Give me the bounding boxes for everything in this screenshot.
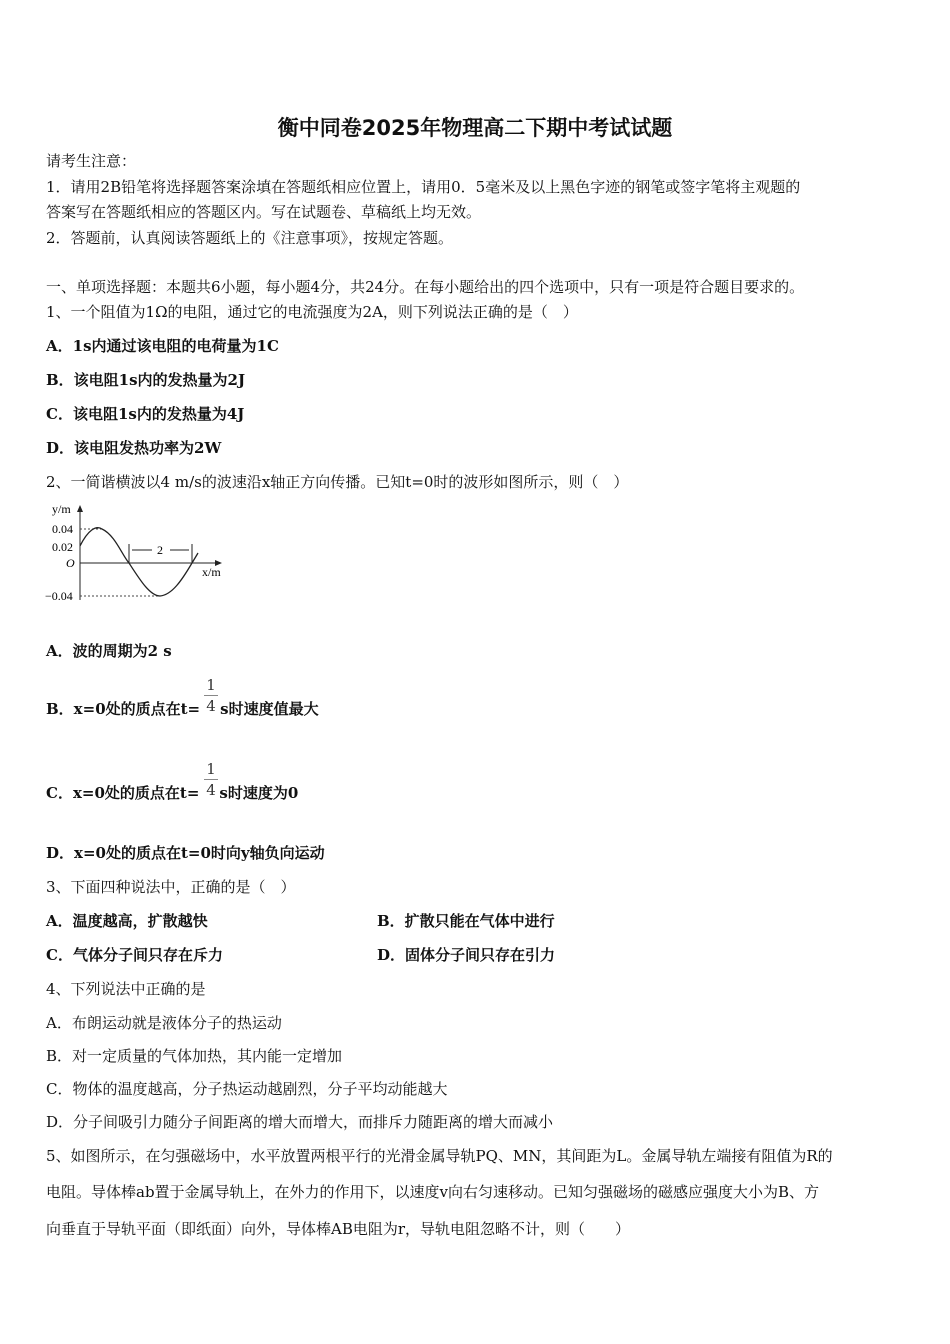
q3-option-a: A．温度越高，扩散越快 [46,912,208,930]
q1-option-d: D．该电阻发热功率为2W [46,439,222,457]
q4-option-b: B．对一定质量的气体加热，其内能一定增加 [46,1047,343,1065]
notice-line: 答案写在答题纸相应的答题区内。写在试题卷、草稿纸上均无效。 [46,203,482,221]
q2-option-a: A．波的周期为2 s [46,642,172,660]
tick-label: 0.02 [52,540,73,554]
notice-line: 1．请用2B铅笔将选择题答案涂填在答题纸相应位置上，请用0．5毫米及以上黑色字迹的钢笔或签字笔将主观题的 [46,178,801,196]
notice-heading: 请考生注意： [46,152,137,170]
q2-option-d: D．x=0处的质点在t=0时向y轴负向运动 [46,844,325,862]
q1-option-b: B．该电阻1s内的发热量为2J [46,371,246,389]
origin-label: O [66,556,75,570]
fraction: 1 4 [204,676,218,715]
question-3-stem: 3、下面四种说法中，正确的是（ ） [46,878,296,896]
q2-option-b: B．x=0处的质点在t= s时速度值最大 [46,700,319,718]
question-5-line: 向垂直于导轨平面（即纸面）向外，导体棒AB电阻为r，导轨电阻忽略不计，则（ ） [46,1220,631,1238]
page-title: 衡中同卷2025年物理高二下期中考试试题 [277,116,673,140]
question-4-stem: 4、下列说法中正确的是 [46,980,206,998]
q3-option-d: D．固体分子间只存在引力 [377,946,556,964]
q1-option-a: A．1s内通过该电阻的电荷量为1C [46,337,279,355]
question-2-stem: 2、一简谐横波以4 m/s的波速沿x轴正方向传播。已知t=0时的波形如图所示，则（ ） [46,473,629,491]
question-1-stem: 1、一个阻值为1Ω的电阻，通过它的电流强度为2A，则下列说法正确的是（ ） [46,303,578,321]
q3-option-b: B．扩散只能在气体中进行 [377,912,555,930]
wavelength-label: 2 [157,543,163,557]
notice-line: 2．答题前，认真阅读答题纸上的《注意事项》，按规定答题。 [46,229,454,247]
q4-option-d: D．分子间吸引力随分子间距离的增大而增大，而排斥力随距离的增大而减小 [46,1113,554,1131]
wave-graph [40,500,240,610]
q4-option-a: A．布朗运动就是液体分子的热运动 [46,1014,282,1032]
q1-option-c: C．该电阻1s内的发热量为4J [46,405,245,423]
tick-label: 0.04 [52,522,73,536]
question-5-line: 5、如图所示，在匀强磁场中，水平放置两根平行的光滑金属导轨PQ、MN，其间距为L。金属导轨左端接有阻值为R的 [46,1147,833,1165]
question-5-line: 电阻。导体棒ab置于金属导轨上，在外力的作用下，以速度v向右匀速移动。已知匀强磁场的磁感应强度大小为B、方 [46,1183,820,1201]
fraction: 1 4 [204,760,218,799]
q2-option-c: C．x=0处的质点在t= s时速度为0 [46,784,299,802]
wave-curve [80,528,198,596]
q3-option-c: C．气体分子间只存在斥力 [46,946,223,964]
q4-option-c: C．物体的温度越高，分子热运动越剧烈，分子平均动能越大 [46,1080,448,1098]
y-axis-arrow [77,505,83,512]
x-label: x/m [202,565,221,579]
section-heading: 一、单项选择题：本题共6小题，每小题4分，共24分。在每小题给出的四个选项中，只有一项是符合题目要求的。 [46,278,805,296]
tick-label: −0.04 [45,589,73,603]
y-label: y/m [52,502,71,516]
